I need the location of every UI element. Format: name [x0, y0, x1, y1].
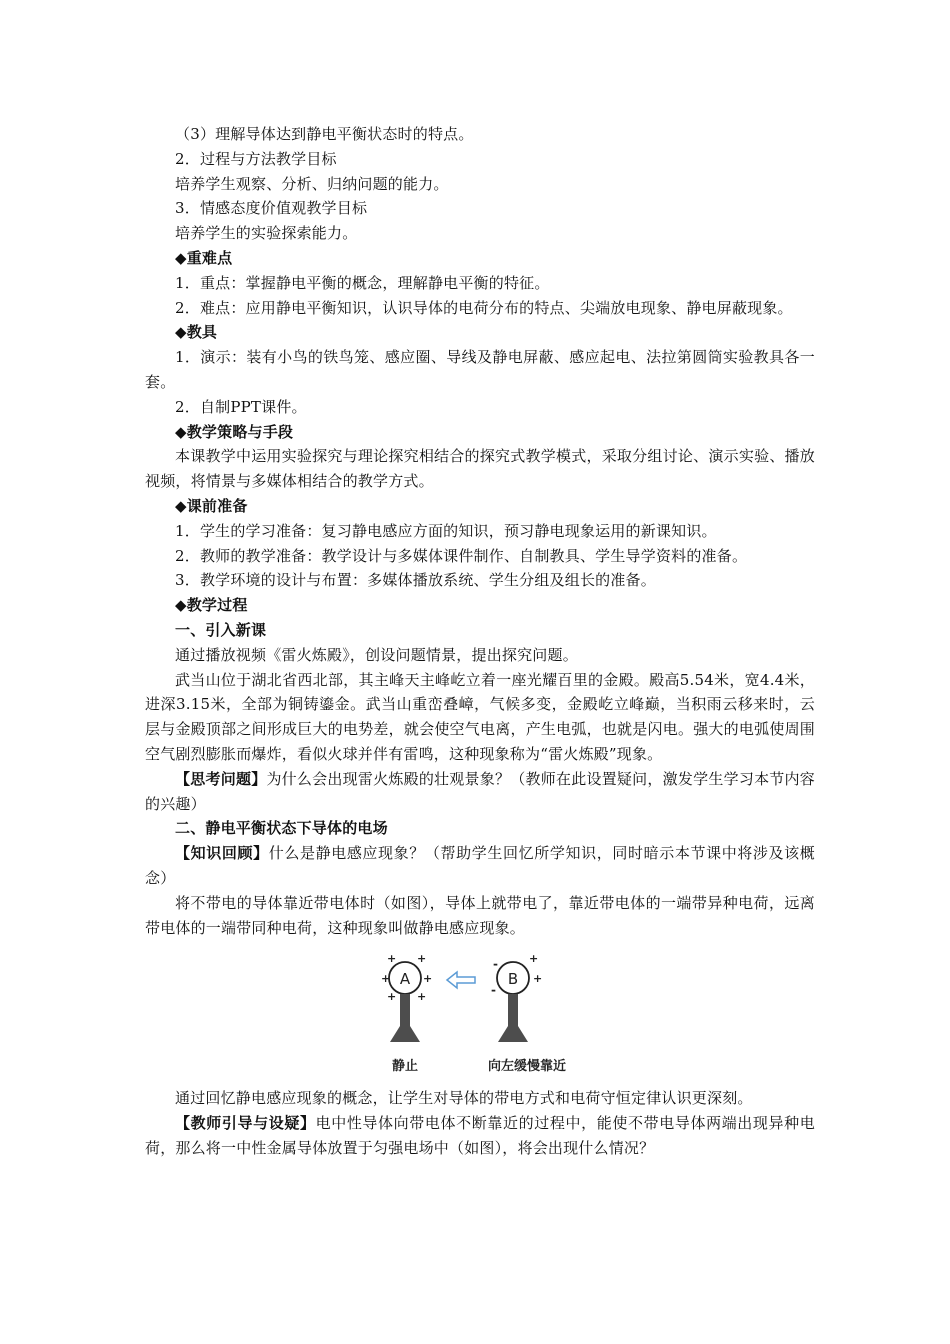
stand-b-base: [498, 1026, 528, 1042]
difficulty-heading: ◆重难点: [175, 248, 233, 267]
charge-a-5: +: [387, 990, 397, 1004]
knowledge-review-text: 什么是静电感应现象？（帮助学生回忆所学知识，同时暗示本节课中将涉及该概念）: [145, 844, 815, 887]
conductor-a: [381, 952, 432, 1042]
caption-approaching: 向左缓慢靠近: [487, 1059, 567, 1075]
process-teacher-guidance: [145, 1111, 815, 1161]
process-method-goal-text: 培养学生观察、分析、归纳问题的能力。: [175, 174, 449, 193]
difficulty-key-point: 1．重点：掌握静电平衡的概念，理解静电平衡的特征。: [175, 273, 550, 292]
process-sub2-heading: 二、静电平衡状态下导体的电场: [175, 819, 388, 838]
tools-ppt: 2．自制PPT课件。: [175, 397, 307, 416]
charge-a-2: +: [417, 952, 427, 966]
charge-a-3: +: [381, 972, 391, 986]
process-think-question: [145, 767, 815, 817]
emotion-goal-heading: 3．情感态度价值观教学目标: [175, 199, 368, 218]
sphere-b-label: B: [507, 970, 519, 989]
charge-b-plus-1: +: [529, 952, 539, 966]
prep-teacher: 2．教师的教学准备：教学设计与多媒体课件制作、自制教具、学生导学资料的准备。: [175, 546, 748, 565]
teacher-guidance-text: 电中性导体向带电体不断靠近的过程中，能使不带电导体两端出现异种电荷，那么将一中性金属导体放置于匀强电场中（如图），将会出现什么情况？: [145, 1114, 815, 1157]
stand-b-pole: [508, 994, 518, 1026]
charge-b-minus-1: -: [493, 957, 498, 972]
knowledge-review-label: 【知识回顾】: [175, 844, 269, 863]
strategy-text: 本课教学中运用实验探究与理论探究相结合的探究式教学模式，采取分组讨论、演示实验、播放视频，将情景与多媒体相结合的教学方式。: [145, 447, 815, 491]
conductor-b: [491, 952, 542, 1042]
induction-figure: [145, 944, 815, 1076]
tools-heading: ◆教具: [175, 323, 218, 342]
left-arrow-icon: [447, 972, 475, 988]
process-sub1-heading: 一、引入新课: [175, 620, 267, 639]
charge-a-6: +: [417, 990, 427, 1004]
process-heading: ◆教学过程: [175, 596, 248, 615]
teacher-guidance-label: 【教师引导与设疑】: [175, 1114, 316, 1133]
charge-b-plus-2: +: [533, 972, 543, 986]
think-question-text: 为什么会出现雷火炼殿的壮观景象？（教师在此设置疑问，激发学生学习本节内容的兴趣）: [145, 769, 815, 813]
strategy-heading: ◆教学策略与手段: [175, 422, 294, 441]
prep-heading: ◆课前准备: [175, 496, 248, 515]
difficulty-hard-point: 2．难点：应用静电平衡知识，认识导体的电荷分布的特点、尖端放电现象、静电屏蔽现象。: [175, 298, 793, 317]
prep-student: 1．学生的学习准备：复习静电感应方面的知识，预习静电现象运用的新课知识。: [175, 521, 717, 540]
charge-a-1: +: [387, 952, 397, 966]
caption-static: 静止: [391, 1059, 419, 1075]
stand-a-base: [390, 1026, 420, 1042]
prep-environment: 3．教学环境的设计与布置：多媒体播放系统、学生分组及组长的准备。: [175, 571, 656, 590]
induction-diagram: [377, 944, 587, 1076]
think-question-label: 【思考问题】: [175, 769, 267, 788]
charge-a-4: +: [423, 972, 433, 986]
tools-demo: 1．演示：装有小鸟的铁鸟笼、感应圈、导线及静电屏蔽、感应起电、法拉第圆筒实验教具各一套。: [145, 348, 815, 391]
process-wudang-paragraph: 武当山位于湖北省西北部，其主峰天主峰屹立着一座光耀百里的金殿。殿高5.54米，宽4.4米，进深3.15米，全部为铜铸鎏金。武当山重峦叠嶂，气候多变，金殿屹立峰巅，当积雨云移来时，云层与金殿顶部之间形成巨大的电势差，就会使空气电离，产生电弧，也就是闪电。强大的电弧使周围空气剧烈膨胀而爆炸，看似火球并伴有雷鸣，这种现象称为“雷火炼殿”现象。: [145, 670, 815, 763]
objective-3-line: （3）理解导体达到静电平衡状态时的特点。: [175, 125, 474, 143]
process-method-goal-heading: 2．过程与方法教学目标: [175, 149, 337, 168]
process-knowledge-review: [145, 841, 815, 891]
document-page: [145, 122, 815, 1161]
process-recall-summary: 通过回忆静电感应现象的概念，让学生对导体的带电方式和电荷守恒定律认识更深刻。: [175, 1089, 753, 1108]
sphere-a-label: A: [399, 970, 411, 989]
process-video-intro: 通过播放视频《雷火炼殿》，创设问题情景，提出探究问题。: [175, 645, 578, 664]
emotion-goal-text: 培养学生的实验探索能力。: [175, 224, 358, 243]
process-induction-definition: 将不带电的导体靠近带电体时（如图），导体上就带电了，靠近带电体的一端带异种电荷，远离带电体的一端带同种电荷，这种现象叫做静电感应现象。: [145, 893, 815, 937]
charge-b-minus-2: -: [491, 983, 496, 998]
stand-a-pole: [400, 994, 410, 1026]
